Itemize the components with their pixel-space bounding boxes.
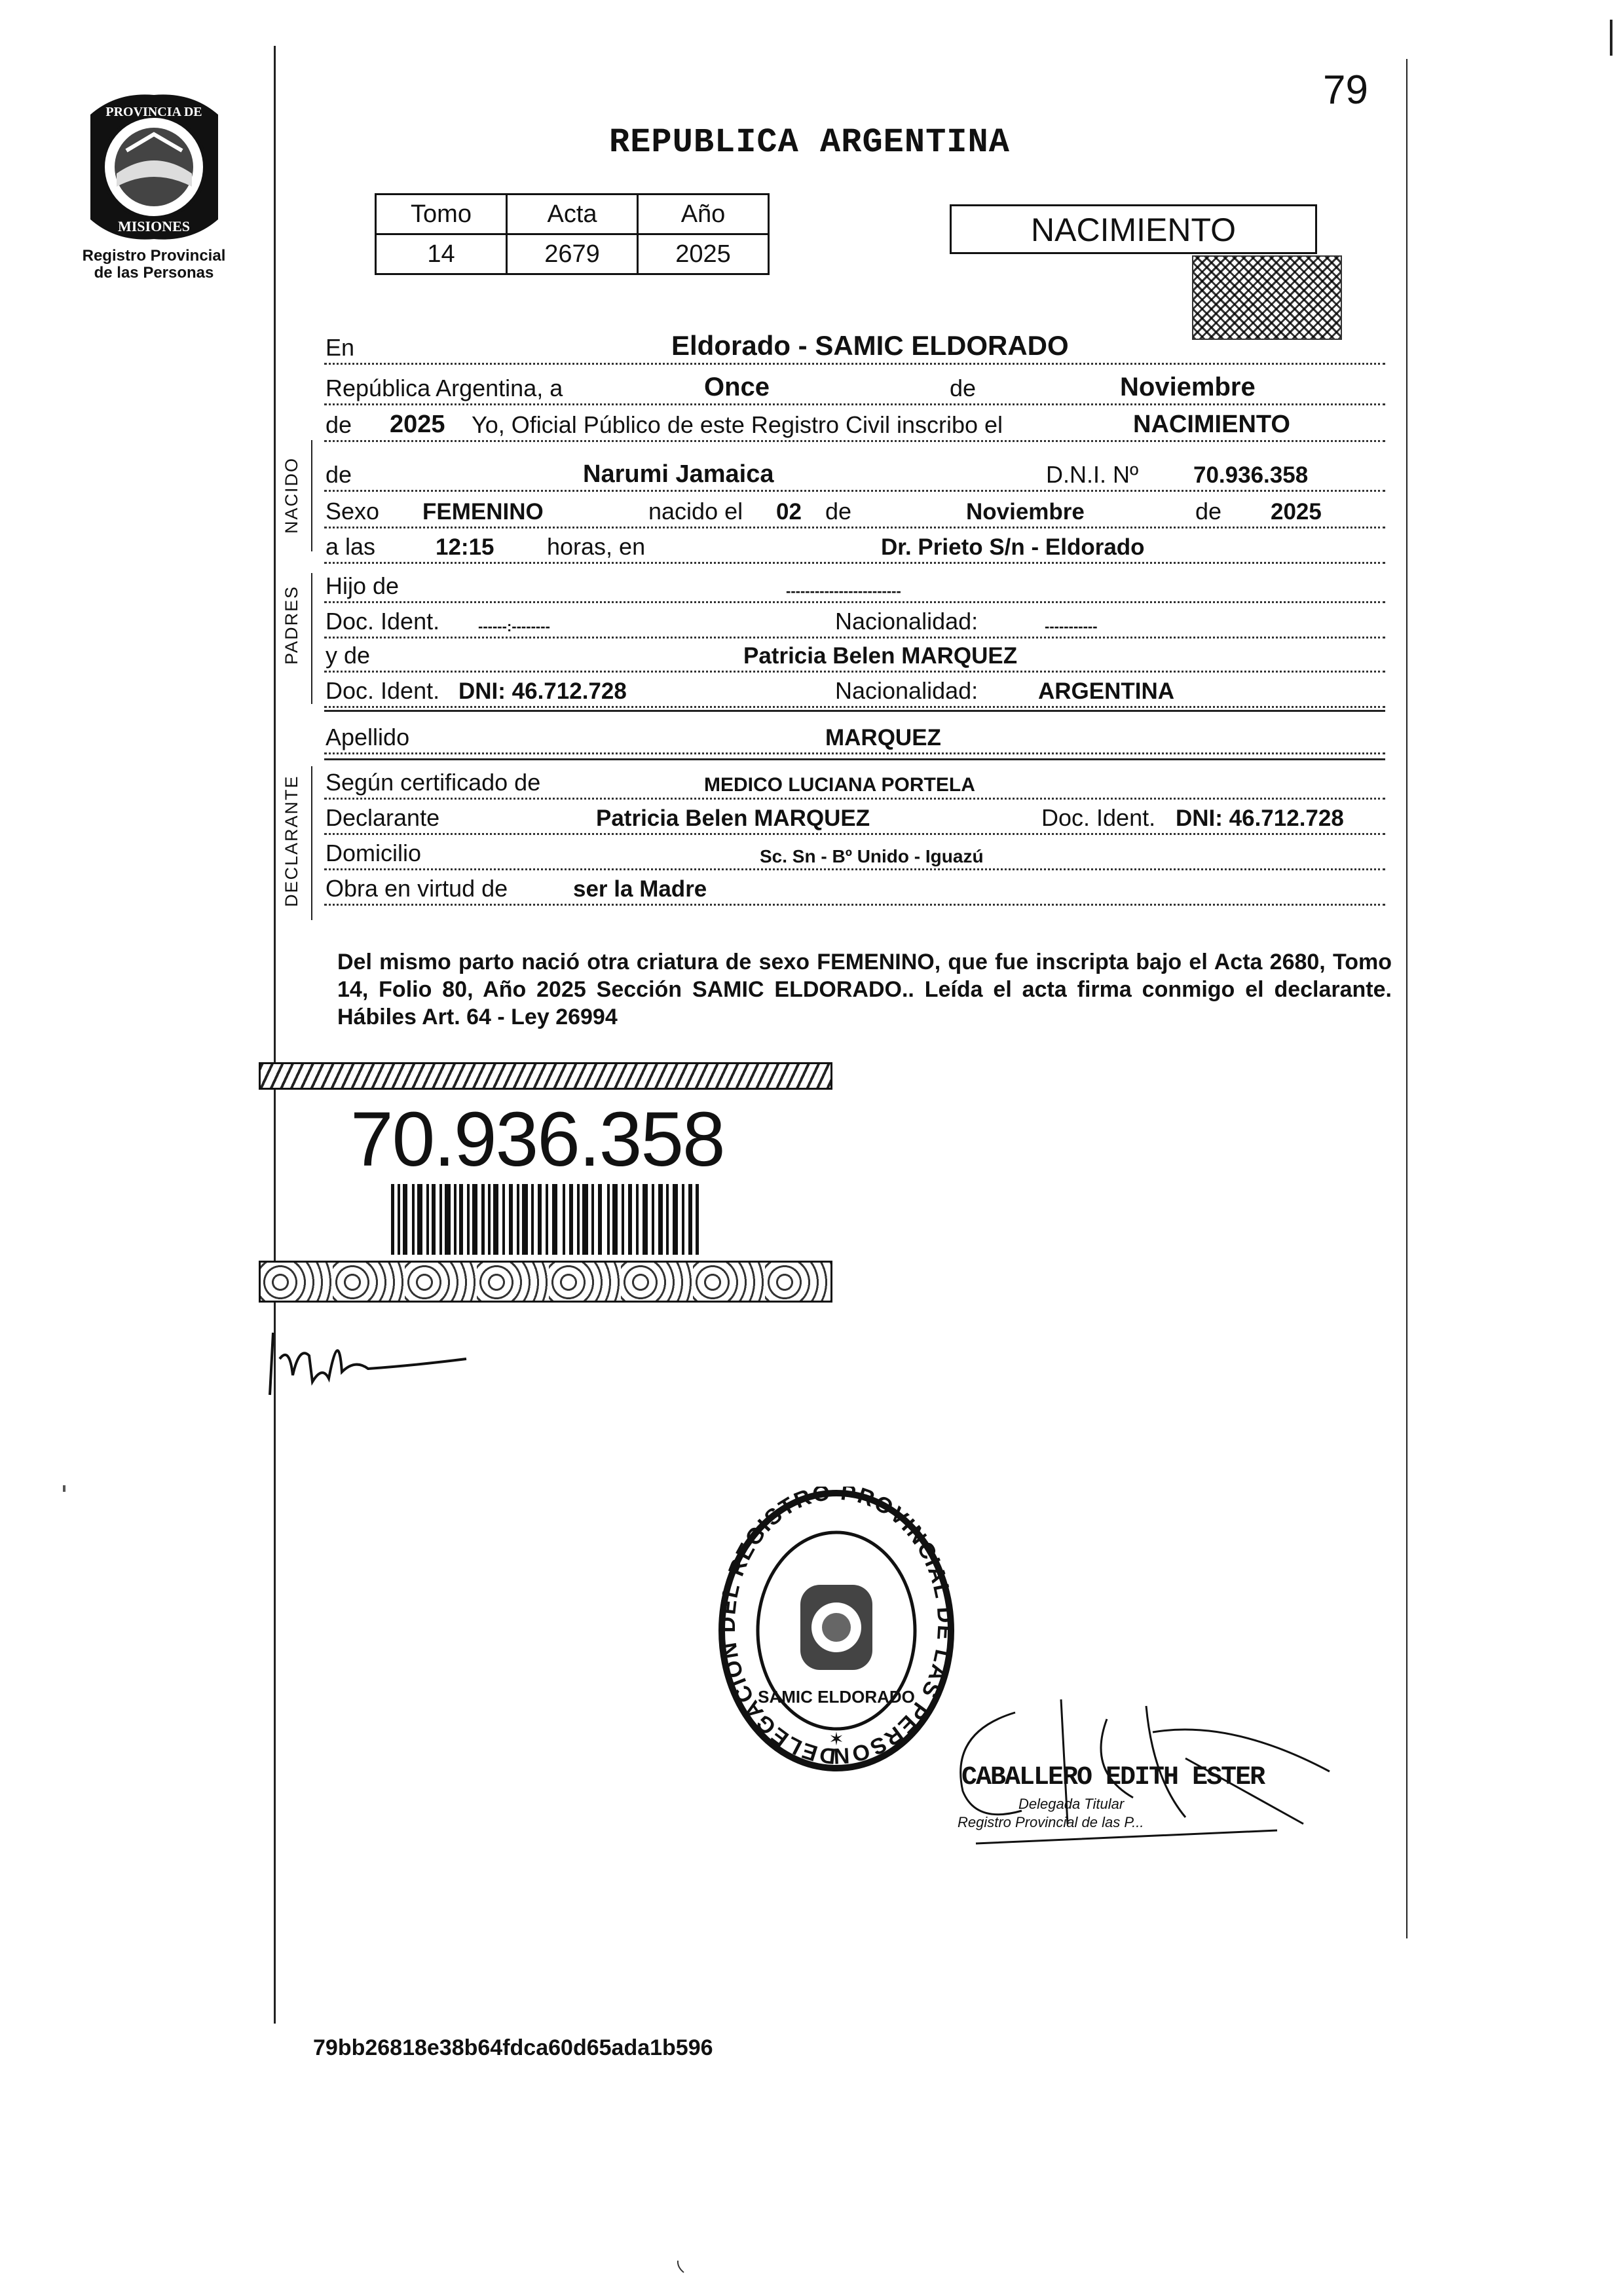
province-logo (77, 88, 231, 246)
official-org: Registro Provincial de las P... (958, 1814, 1144, 1830)
document-hash: 79bb26818e38b64fdca60d65ada1b596 (313, 2035, 713, 2060)
section-label-declarante: DECLARANTE (282, 775, 301, 907)
scan-mark (676, 2259, 685, 2274)
father-nationality-value: ----------- (1045, 618, 1098, 635)
svg-text:MISIONES: MISIONES (117, 218, 191, 234)
svg-text:DELEGACION DEL REGISTRO PROVIN: DELEGACION DEL REGISTRO PROVINCIAL DE LAS PERSON (715, 1487, 958, 1769)
official-title: Delegada Titular (1018, 1796, 1125, 1812)
row-madre: y de Patricia Belen MARQUEZ (324, 640, 1385, 673)
row-hora: a las 12:15 horas, en Dr. Prieto S/n - Eldorado (324, 532, 1385, 564)
security-strip-bottom (259, 1261, 832, 1303)
birth-month-value: Noviembre (966, 499, 1085, 525)
mother-doc-value: DNI: 46.712.728 (458, 678, 627, 704)
security-pattern (1192, 255, 1342, 340)
row-apellido: Apellido MARQUEZ (324, 722, 1385, 754)
section-label-padres: PADRES (282, 585, 301, 665)
declarant-signature (263, 1320, 473, 1405)
barcode-number: 70.936.358 (350, 1096, 724, 1183)
capacity-value: ser la Madre (573, 876, 707, 902)
birth-place-value: Dr. Prieto S/n - Eldorado (881, 534, 1145, 560)
row-sexo: Sexo FEMENINO nacido el 02 de Noviembre de 2025 (324, 496, 1385, 528)
row-madre-doc: Doc. Ident. DNI: 46.712.728 Nacionalidad: ARGENTINA (324, 676, 1385, 708)
dni-value: 70.936.358 (1193, 462, 1309, 488)
note-paragraph: Del mismo parto nació otra criatura de sexo FEMENINO, que fue inscripta bajo el Acta 2680, Tomo 14, Folio 80, Año 2025 Sección SAMIC ELDORADO.. Leída el acta firma conmigo el declarante. Hábiles Art. 64 - Ley 26994 (337, 950, 1392, 1029)
svg-text:PROVINCIA DE: PROVINCIA DE (105, 105, 202, 119)
divider (324, 710, 1385, 712)
table-cell: 14 (376, 234, 507, 274)
mother-value: Patricia Belen MARQUEZ (743, 643, 1018, 669)
table-header: Año (638, 194, 769, 234)
surname-value: MARQUEZ (825, 725, 941, 750)
page-number: 79 (1323, 67, 1368, 113)
table-header: Acta (507, 194, 638, 234)
row-inscribo: de 2025 Yo, Oficial Público de este Registro Civil inscribo el NACIMIENTO (324, 410, 1385, 442)
right-margin-line (1406, 59, 1407, 1938)
barcode-icon (391, 1184, 699, 1255)
scan-mark (63, 1485, 65, 1492)
father-doc-value: ------:-------- (478, 618, 550, 635)
certificate-value: MEDICO LUCIANA PORTELA (704, 774, 975, 796)
row-padre: Hijo de ------------------------ (324, 571, 1385, 603)
row-certificado: Según certificado de MEDICO LUCIANA PORTELA (324, 768, 1385, 800)
month-value: Noviembre (1120, 373, 1256, 401)
day-text-value: Once (704, 373, 770, 401)
birth-year-value: 2025 (1271, 499, 1322, 525)
birth-day-value: 02 (776, 499, 802, 525)
official-stamp (715, 1487, 958, 1775)
address-value: Sc. Sn - Bº Unido - Iguazú (760, 846, 984, 866)
table-cell: 2025 (638, 234, 769, 274)
section-rule (311, 766, 312, 920)
section-rule (311, 440, 312, 551)
registry-name: Registro Provincial de las Personas (82, 247, 226, 282)
svg-text:SAMIC ELDORADO: SAMIC ELDORADO (758, 1687, 915, 1707)
table-header: Tomo (376, 194, 507, 234)
row-declarante: Declarante Patricia Belen MARQUEZ Doc. Ident. DNI: 46.712.728 (324, 803, 1385, 835)
place-value: Eldorado - SAMIC ELDORADO (671, 330, 1069, 361)
mother-nationality-value: ARGENTINA (1038, 678, 1175, 704)
year-value: 2025 (390, 411, 445, 438)
row-domicilio: Domicilio Sc. Sn - Bº Unido - Iguazú (324, 838, 1385, 870)
reference-table (375, 193, 770, 275)
row-virtud: Obra en virtud de ser la Madre (324, 874, 1385, 906)
act-value: NACIMIENTO (1133, 411, 1290, 438)
left-margin-line (274, 46, 276, 2024)
edge-mark (1610, 20, 1612, 56)
row-lugar: En Eldorado - SAMIC ELDORADO (324, 333, 1385, 365)
row-padre-doc: Doc. Ident. ------:-------- Nacionalidad: ----------- (324, 606, 1385, 639)
name-value: Narumi Jamaica (583, 460, 774, 488)
row-fecha: República Argentina, a Once de Noviembre (324, 373, 1385, 405)
security-strip-top (259, 1062, 832, 1090)
father-value: ------------------------ (786, 583, 901, 599)
doc-type-box: NACIMIENTO (950, 204, 1317, 254)
hour-value: 12:15 (436, 534, 494, 560)
sex-value: FEMENINO (422, 499, 544, 525)
row-nombre: de Narumi Jamaica D.N.I. Nº 70.936.358 (324, 460, 1385, 492)
declarant-doc-value: DNI: 46.712.728 (1176, 805, 1344, 831)
section-label-nacido: NACIDO (282, 456, 301, 534)
svg-text:✶: ✶ (829, 1729, 844, 1749)
misiones-seal-icon (77, 88, 231, 246)
page-title: REPUBLICA ARGENTINA (609, 123, 1010, 162)
section-rule (311, 573, 312, 704)
table-cell: 2679 (507, 234, 638, 274)
official-name: CABALLERO EDITH ESTER (961, 1763, 1265, 1792)
divider (324, 758, 1385, 760)
declarant-value: Patricia Belen MARQUEZ (596, 805, 870, 831)
